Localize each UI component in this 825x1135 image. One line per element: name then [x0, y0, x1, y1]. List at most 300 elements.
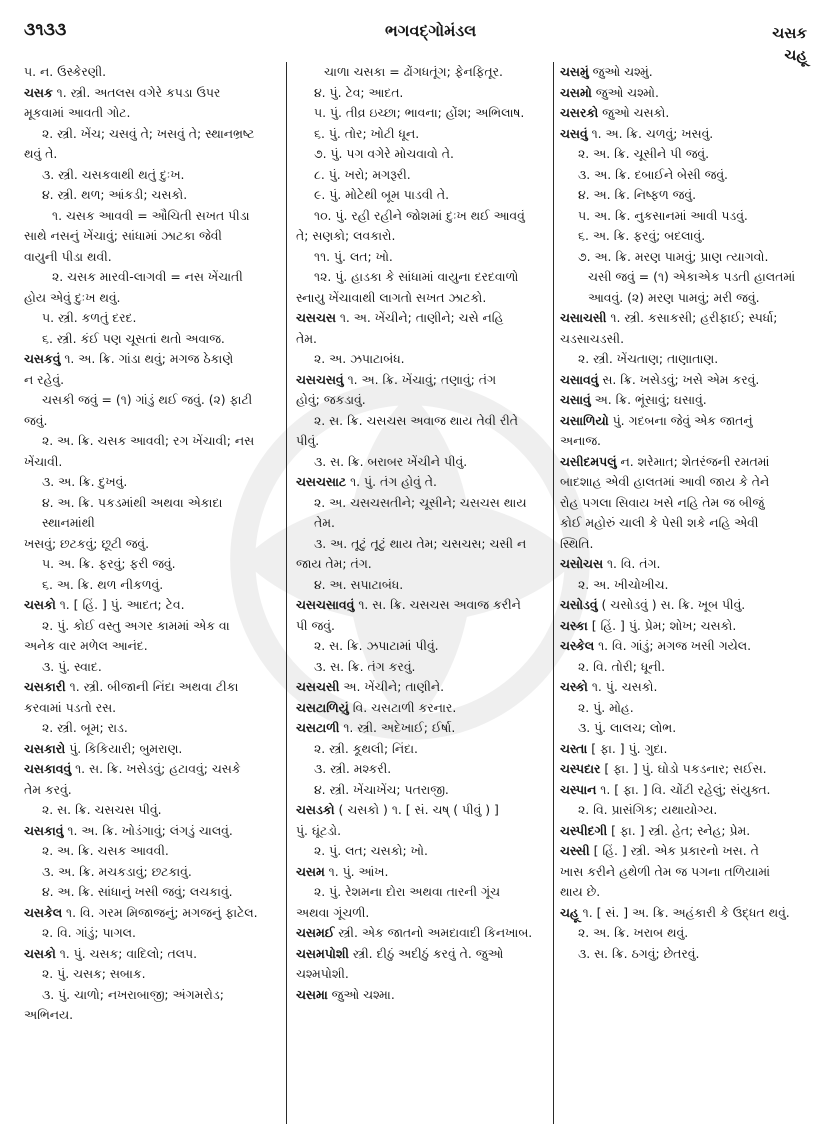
dictionary-entry-line [296, 944, 551, 965]
headword: ચસકારો [24, 740, 66, 756]
entry-text: ૩. અ. ક્રિ. દબાઈને બેસી જવું. [578, 166, 728, 182]
entry-text: રોહ પગલા સિવાય ખસે નહિ તેમ જ બીજું [560, 494, 765, 510]
entry-text: [ ફા. ] સ્ત્રી. હેત; સ્નેહ; પ્રેમ. [607, 822, 751, 838]
entry-text: ૯. પું. મોટેથી બૂમ પાડવી તે. [314, 187, 450, 202]
definition-line [296, 739, 551, 760]
dictionary-entry-line [24, 944, 276, 965]
headword: ચસ્કો [560, 679, 588, 694]
entry-text: ૨. અ. ખીચોખીચ. [578, 576, 669, 592]
definition-line [24, 431, 276, 452]
dictionary-entry-line [560, 83, 814, 104]
definition-line [560, 882, 814, 903]
book-title: ભગવદ્ગોમંડલ [385, 21, 477, 40]
entry-text: જવું. [24, 412, 48, 428]
definition-line [560, 349, 814, 370]
entry-text: ૨. સ્ત્રી. ખેંચ; ચસવું તે; ખસવું તે; સ્થાનભ્રષ્ટ [42, 125, 255, 141]
entry-text: ૧૨. પું. હાડકા કે સાંધામાં વાયુના દરદવાળો [314, 269, 519, 284]
entry-text: ૧. સ. ક્રિ. ખસેડવું; હટાવવું; ચસકે [71, 761, 241, 776]
headword: ચસ્કેલ [560, 638, 595, 653]
entry-text: ૩. પું. ચાળો; નખરાબાજી; અંગમરોડ; [42, 986, 224, 1002]
definition-line [24, 862, 276, 883]
entry-text: ૧. સ્ત્રી. કસાકસી; હરીફાઈ; સ્પર્ધા; [606, 310, 778, 325]
headword: ચસાચસી [560, 310, 607, 325]
entry-text: [ ફા. ] પું. ગુદા. [587, 740, 668, 756]
entry-text: ૨. અ. ઝપાટાબંધ. [314, 351, 405, 366]
dictionary-entry-line [560, 370, 814, 391]
definition-line [24, 964, 276, 985]
headword: ચહૂ [560, 904, 579, 920]
entry-text: ૧. અ. ક્રિ. ગાંડા થવું; મગજ ઠેકાણે [60, 351, 234, 366]
entry-text: કરવામાં પડતો રસ. [24, 699, 117, 715]
entry-text: સાથે નસનું ખેંચાવું; સાંધામાં ઝાટકા જેવી [24, 228, 222, 243]
entry-text: ૨. પું. લત; ચસકો; ખો. [314, 843, 428, 858]
entry-text: ૧. સ્ત્રી. બીજાની નિંદા અથવા ટીકા [65, 679, 239, 694]
entry-text: ખેંચાવી. [24, 453, 63, 469]
definition-line [560, 144, 814, 165]
entry-text: ન રહેવું. [24, 371, 65, 387]
definition-line [24, 718, 276, 739]
entry-text: તેમ. [296, 330, 317, 346]
headword: ચસકાવવું [24, 761, 72, 776]
dictionary-entry-line [560, 62, 814, 83]
definition-line [24, 452, 276, 473]
headword: ચસમા [296, 986, 328, 1002]
definition-line [296, 124, 551, 145]
dictionary-entry-line [560, 841, 814, 862]
entry-text: ૨. સ. ક્રિ. ઝપાટામાં પીવું. [314, 638, 439, 653]
entry-text: વાયુની પીડા થવી. [24, 248, 112, 264]
entry-text: જુઓ ચશ્મું. [588, 64, 653, 79]
definition-line [24, 308, 276, 329]
definition-line [560, 944, 814, 965]
entry-text: [ હિં. ] પું. પ્રેમ; શોખ; ચસકો. [587, 617, 737, 633]
definition-line [24, 370, 276, 391]
page-header [0, 0, 825, 64]
page-number: ૩૧૩૩ [24, 20, 67, 40]
headword: ચસકવું [24, 351, 61, 366]
definition-line [560, 718, 814, 739]
dictionary-entry-line [296, 923, 551, 944]
entry-text: સ્ત્રી. દીઠું અદીઠું કરવું તે. જુઓ [348, 945, 504, 961]
definition-line [24, 390, 276, 411]
definition-line [560, 472, 814, 493]
dictionary-entry-line [560, 452, 814, 473]
entry-text: ૪. અ. સપાટાબંધ. [314, 576, 404, 592]
entry-text: ૬. અ. ક્રિ. ફરવું; બદલાવું. [578, 228, 706, 243]
entry-text: ૨. અ. ક્રિ. ચસક આવવી. [42, 843, 169, 858]
entry-text: જુઓ ચસકો. [598, 105, 670, 120]
definition-line [560, 513, 814, 534]
definition-line [560, 923, 814, 944]
dictionary-entry-line [296, 985, 551, 1006]
definition-line [296, 247, 551, 268]
definition-line [560, 698, 814, 719]
entry-text: જુઓ ચશ્મો. [591, 84, 659, 100]
entry-text: ૧. અ. ક્રિ. ચળવું; ખસવું. [587, 125, 714, 141]
entry-text: ૪. સ્ત્રી. ખેંચાખેંચ; પતરાજી. [314, 781, 449, 797]
entry-text: તેમ કરવું. [24, 781, 72, 797]
entry-text: ૮. પું. ખરો; મગરૂરી. [314, 166, 411, 182]
definition-line [560, 165, 814, 186]
guide-words [772, 22, 807, 66]
entry-text: [ ફા. ] પું. ઘોડો પકડનાર; સઈસ. [600, 761, 767, 776]
entry-text: સ્ત્રી. એક જાતનો અમદાવાદી કિનખાબ. [334, 925, 533, 940]
dictionary-entry-line [296, 595, 551, 616]
entry-text: અથવા ગૂંચળી. [296, 904, 370, 920]
definition-line [24, 185, 276, 206]
headword: ચસટાળિયું [296, 699, 349, 715]
dictionary-entry-line [24, 739, 276, 760]
entry-text: ૩. અ. તૂટું તૂટું થાય તેમ; ચસચસ; ચસી ન [314, 535, 527, 551]
entry-text: ૧. [ સં. ] અ. ક્રિ. અહંકારી કે ઉદ્ધત થવું. [578, 904, 790, 920]
entry-text: ૩. પું. લાલચ; લોભ. [578, 720, 677, 735]
definition-line [24, 165, 276, 186]
definition-line [296, 493, 551, 534]
definition-line [296, 759, 551, 780]
entry-text: જુઓ ચશ્મા. [327, 986, 395, 1002]
dictionary-column-3 [560, 62, 814, 1122]
dictionary-column-2 [296, 62, 551, 1122]
entry-text: ૪. સ્ત્રી. થળ; આંકડી; ચસકો. [42, 187, 188, 202]
dictionary-entry-line [560, 390, 814, 411]
definition-line [296, 103, 551, 124]
entry-text: સ્થિતિ. [560, 535, 594, 551]
dictionary-entry-line [560, 821, 814, 842]
headword: ચસ્સી [560, 843, 590, 858]
entry-text: અ. ખેંચીને; તાણીને. [339, 679, 445, 694]
entry-text: ૧. સ. ક્રિ. ચસચસ અવાજ કરીને [354, 597, 521, 612]
entry-text: પું. ઘૂંટડો. [296, 822, 342, 838]
definition-line [24, 636, 276, 657]
entry-text: ૧. પું. ચસકો. [587, 679, 658, 694]
definition-line [296, 62, 551, 83]
dictionary-entry-line [24, 821, 276, 842]
headword: ચસોડવું [560, 597, 598, 612]
headword: ચસકો [24, 945, 56, 961]
entry-text: ૩. સ. ક્રિ. બરાબર ખેંચીને પીવું. [314, 453, 468, 469]
entry-text: ૧૦. પું. રહી રહીને જોશમાં દુઃખ થઈ આવવું [314, 207, 525, 223]
entry-text: આવવું. (૨) મરણ પામવું; મરી જવું. [588, 289, 760, 305]
entry-text: પી જવું. [296, 617, 335, 633]
entry-text: ૨. અ. ક્રિ. ચૂસીને પી જવું. [578, 146, 710, 161]
dictionary-entry-line [560, 759, 814, 780]
entry-text: ૧. પું. તંગ હોવું તે. [346, 474, 437, 489]
definition-line [296, 411, 551, 432]
definition-line [560, 206, 814, 227]
definition-line [296, 657, 551, 678]
entry-text: સ. ક્રિ. ખસેડવું; ખસે એમ કરવું. [598, 371, 760, 387]
definition-line [560, 431, 814, 452]
entry-text: ચસકી જવું = (૧) ગાંડું થઈ જવું. (૨) ફાટી [42, 392, 253, 407]
definition-line [24, 800, 276, 821]
dictionary-entry-line [24, 903, 276, 924]
headword: ચસમપોશી [296, 945, 349, 961]
entry-text: ખાસ કરીને હથેળી તેમ જ પગના તળિયામાં [560, 863, 771, 879]
entry-text: ચાળા ચસકા = ઢોંગધતૂંગ; ફેનફિતૂર. [324, 64, 503, 79]
definition-line [560, 800, 814, 821]
dictionary-entry-line [296, 308, 551, 329]
entry-text: ૬. સ્ત્રી. કંઈ પણ ચૂસતાં થતો અવાજ. [42, 330, 225, 346]
headword: ચસ્પીદગી [560, 822, 608, 838]
dictionary-entry-line [296, 370, 551, 391]
entry-text: ૨. વિ. તોરી; ધૂની. [578, 658, 666, 674]
entry-text: ૧. અ. ખેંચીને; તાણીને; ચસે નહિ [335, 310, 504, 325]
entry-text: ૪. અ. ક્રિ. પકડમાંથી અથવા એકાદા સ્થાનમાંથી [42, 494, 223, 530]
definition-line [24, 616, 276, 637]
definition-line [24, 62, 276, 83]
headword: ચસચસાવવું [296, 597, 355, 612]
definition-line [296, 554, 551, 575]
headword: ચસાવવું [560, 371, 599, 387]
headword: ચસકેલ [24, 904, 63, 920]
entry-text: ૧. [ હિં. ] પું. આદત; ટેવ. [55, 597, 185, 612]
headword: ચસમું [560, 64, 589, 79]
headword: ચસકો [24, 597, 56, 612]
entry-text: ૨. પું. મોહ. [578, 699, 634, 715]
definition-line [296, 616, 551, 637]
definition-line [560, 288, 814, 309]
entry-text: જાય તેમ; તંગ. [296, 556, 372, 571]
guide-word-bottom: ચહૂ [784, 46, 807, 64]
entry-text: ૫. ન. ઉસ્કેરણી. [24, 64, 107, 79]
headword: ચસક [24, 84, 53, 100]
definition-line [24, 575, 276, 596]
definition-line [24, 882, 276, 903]
headword: ચસીદમપલું [560, 453, 617, 469]
column-divider [286, 62, 287, 1124]
entry-text: ૩. અ. ક્રિ. મચકડાવું; છટકાવું. [42, 863, 192, 879]
entry-text: અનેક વાર મળેલ આનંદ. [24, 638, 148, 653]
entry-text: ૨. વિ. ગાંડું; પાગલ. [42, 925, 136, 940]
definition-line [296, 903, 551, 924]
definition-line [24, 329, 276, 350]
entry-text: મૂકવામાં આવતી ગોટ. [24, 105, 131, 120]
entry-text: કોઈ મહોરું ચાલી કે પેસી શકે નહિ એવી [560, 515, 759, 530]
definition-line [24, 923, 276, 944]
definition-line [296, 575, 551, 596]
definition-line [296, 431, 551, 452]
definition-line [296, 206, 551, 227]
entry-text: અભિનય. [24, 1007, 74, 1022]
definition-line [560, 226, 814, 247]
entry-text: ૧. ચસક આવવી = ઔચિતી સખત પીડા [52, 207, 250, 223]
guide-word-top: ચસક [772, 24, 807, 42]
definition-line [560, 534, 814, 555]
entry-text: ૫. અ. ક્રિ. ફરવું; ફરી જવું. [42, 556, 176, 571]
definition-line [24, 1005, 276, 1026]
definition-line [296, 534, 551, 555]
entry-text: ૧. [ ફા. ] વિ. ચોંટી રહેલું; સંયુક્ત. [596, 781, 771, 797]
dictionary-entry-line [560, 595, 814, 616]
dictionary-entry-line [560, 677, 814, 698]
definition-line [296, 83, 551, 104]
column-divider [553, 62, 554, 1124]
dictionary-entry-line [560, 103, 814, 124]
definition-line [296, 288, 551, 309]
dictionary-entry-line [560, 616, 814, 637]
definition-line [24, 841, 276, 862]
entry-text: અનાજ. [560, 433, 601, 448]
headword: ચસમઈ [296, 925, 335, 940]
headword: ચસવું [560, 125, 588, 141]
definition-line [296, 267, 551, 288]
headword: ચસચસાટ [296, 474, 347, 489]
entry-text: ૨. અ. ક્રિ. ખરાબ થવું. [578, 925, 689, 940]
entry-text: ૩. અ. ક્રિ. દુખવું. [42, 474, 128, 489]
entry-text: ૨. પું. કોઈ વસ્તુ અગર કામમાં એક વા [42, 617, 230, 633]
entry-text: ૧. વિ. ગરમ મિજાજનું; મગજનું ફાટેલ. [62, 904, 258, 920]
definition-line [296, 349, 551, 370]
definition-line [296, 329, 551, 350]
entry-text: હોવું; જકડાવું. [296, 392, 366, 407]
headword: ચસ્પદાર [560, 761, 601, 776]
headword: ચસચસ [296, 310, 336, 325]
entry-text: ૨. સ. ક્રિ. ચસચસ અવાજ થાય તેવી રીતે [314, 412, 519, 428]
headword: ચસ્તા [560, 740, 588, 756]
entry-text: સ્નાયુ ખેંચાવાથી લાગતો સખત ઝાટકો. [296, 289, 487, 305]
definition-line [296, 821, 551, 842]
entry-text: ૨. ચસક મારવી-લાગવી = નસ ખેંચાતી [52, 269, 243, 284]
entry-text: બાદશાહ એવી હાલતમાં આવી જાય કે તેને [560, 474, 770, 489]
definition-line [560, 493, 814, 514]
dictionary-entry-line [560, 308, 814, 329]
definition-line [296, 452, 551, 473]
entry-text: થાય છે. [560, 884, 601, 899]
entry-text: પું. કિકિયારી; બુમરાણ. [65, 740, 183, 756]
definition-line [560, 657, 814, 678]
headword: ચસાવું [560, 392, 591, 407]
entry-text: [ હિં. ] સ્ત્રી. એક પ્રકારનો ખસ. તે [589, 843, 759, 858]
entry-text: ૨. પું. રેશમના દોરા અથવા તારની ગૂંચ [314, 884, 500, 899]
entry-text: ૪. પું. ટેવ; આદત. [314, 84, 404, 100]
entry-text: ચશ્મપોશી. [296, 966, 349, 981]
entry-text: પું. ગદબના જેવું એક જાતનું [608, 412, 753, 428]
definition-line [24, 144, 276, 165]
entry-text: ૬. અ. ક્રિ. થળ નીકળવું. [42, 576, 164, 592]
dictionary-entry-line [296, 718, 551, 739]
definition-line [24, 411, 276, 432]
dictionary-entry-line [296, 677, 551, 698]
entry-text: ૬. પું. તોર; ખોટી ધૂન. [314, 125, 420, 141]
definition-line [24, 124, 276, 145]
definition-line [24, 554, 276, 575]
entry-text: ૫. પું. તીવ્ર ઇચ્છા; ભાવના; હોંશ; અભિલાષ. [314, 105, 525, 120]
definition-line [296, 882, 551, 903]
definition-line [296, 165, 551, 186]
entry-text: અ. ક્રિ. ભૂંસાવું; ઘસાવું. [590, 392, 707, 407]
definition-line [560, 247, 814, 268]
entry-text: ૨. સ્ત્રી. બૂમ; રાડ. [42, 720, 128, 735]
entry-text: ૧. પું. ચસક; વાદિલો; તલપ. [55, 945, 198, 961]
entry-text: હોય એવું દુઃખ થવું. [24, 289, 121, 305]
headword: ચસ્કા [560, 617, 588, 633]
entry-text: ચસી જવું = (૧) એકાએક પડતી હાલતમાં [588, 269, 796, 284]
headword: ચસ્પાન [560, 781, 597, 797]
entry-text: તે; સણકો; લવકારો. [296, 228, 396, 243]
entry-text: ખસવું; છટકવું; છૂટી જવું. [24, 535, 150, 551]
entry-text: ૧. પું. આંખ. [324, 863, 389, 879]
definition-line [24, 698, 276, 719]
entry-text: ૨. વિ. પ્રાસંગિક; યથાયોગ્ય. [578, 802, 718, 817]
entry-text: ન. શરેમાત; શેતરંજની રમતમાં [616, 453, 770, 469]
headword: ચસમ [296, 863, 325, 879]
headword: ચસકાવું [24, 822, 64, 838]
entry-text: પીવું. [296, 433, 320, 448]
entry-text: ૩. સ. ક્રિ. તંગ કરવું. [314, 658, 416, 674]
dictionary-entry-line [560, 636, 814, 657]
definition-line [296, 390, 551, 411]
dictionary-entry-line [560, 124, 814, 145]
headword: ચસમો [560, 84, 592, 100]
entry-text: ચડસાચડસી. [560, 330, 625, 346]
entry-text: ૫. સ્ત્રી. કળતું દરદ. [42, 310, 137, 325]
entry-text: ૫. અ. ક્રિ. નુકસાનમાં આવી પડવું. [578, 207, 748, 223]
definition-line [24, 206, 276, 227]
entry-text: ૧. અ. ક્રિ. ખેંચાવું; તણાવું; તંગ [343, 371, 497, 387]
entry-text: ૩. પું. સ્વાદ. [42, 658, 102, 674]
entry-text: ૨. સ્ત્રી. કૂથલી; નિંદા. [314, 740, 418, 756]
dictionary-entry-line [296, 698, 551, 719]
definition-line [560, 185, 814, 206]
headword: ચસચસવું [296, 371, 344, 387]
entry-text: ૧. સ્ત્રી. અદેખાઈ; ઈર્ષા. [339, 720, 456, 735]
entry-text: ૩. સ્ત્રી. ચસકવાથી થતું દુઃખ. [42, 166, 185, 182]
dictionary-entry-line [560, 903, 814, 924]
definition-line [560, 267, 814, 288]
dictionary-entry-line [296, 472, 551, 493]
dictionary-entry-line [24, 83, 276, 104]
definition-line [560, 862, 814, 883]
dictionary-entry-line [24, 349, 276, 370]
entry-text: ૪. અ. ક્રિ. સાંધાનું ખસી જવું; લચકાવું. [42, 884, 233, 899]
headword: ચસોચસ [560, 556, 603, 571]
dictionary-entry-line [24, 759, 276, 780]
entry-text: ૨. અ. ક્રિ. ચસક આવવી; રગ ખેંચાવી; નસ [42, 433, 255, 448]
entry-text: ૩. સ્ત્રી. મશ્કરી. [314, 761, 392, 776]
headword: ચસાળિયો [560, 412, 609, 428]
definition-line [24, 985, 276, 1006]
dictionary-column-1 [24, 62, 276, 1122]
dictionary-entry-line [24, 677, 276, 698]
dictionary-entry-line [560, 554, 814, 575]
entry-text: ( ચસોડવું ) સ. ક્રિ. ખૂબ પીવું. [597, 597, 746, 612]
entry-text: ૧. વિ. ગાંડું; મગજ ખસી ગયેલ. [594, 638, 752, 653]
entry-text: ( ચસકો ) ૧. [ સં. ચષ્ ( પીવું ) ] [334, 802, 499, 817]
dictionary-entry-line [296, 800, 551, 821]
entry-text: ૪. અ. ક્રિ. નિષ્ફળ જવું. [578, 187, 697, 202]
entry-text: ૨. સ્ત્રી. ખેંચતાણ; તાણાતાણ. [578, 351, 719, 366]
entry-text: ૨. પું. ચસક; સબાક. [42, 966, 146, 981]
definition-line [24, 534, 276, 555]
entry-text: ૭. પું. પગ વગેરે મોચવાવો તે. [314, 146, 454, 161]
entry-text: ૩. સ. ક્રિ. ઠગવું; છેતરવું. [578, 945, 700, 961]
headword: ચસરકો [560, 105, 599, 120]
entry-text: ૧. વિ. તંગ. [603, 556, 661, 571]
definition-line [296, 780, 551, 801]
entry-text: થવું તે. [24, 146, 58, 161]
dictionary-entry-line [560, 780, 814, 801]
definition-line [24, 103, 276, 124]
entry-text: વિ. ચસટાળી કરનાર. [348, 699, 457, 715]
definition-line [24, 288, 276, 309]
headword: ચસચસી [296, 679, 340, 694]
definition-line [24, 493, 276, 534]
definition-line [24, 472, 276, 493]
headword: ચસડકો [296, 802, 335, 817]
definition-line [24, 267, 276, 288]
dictionary-entry-line [560, 411, 814, 432]
definition-line [296, 841, 551, 862]
